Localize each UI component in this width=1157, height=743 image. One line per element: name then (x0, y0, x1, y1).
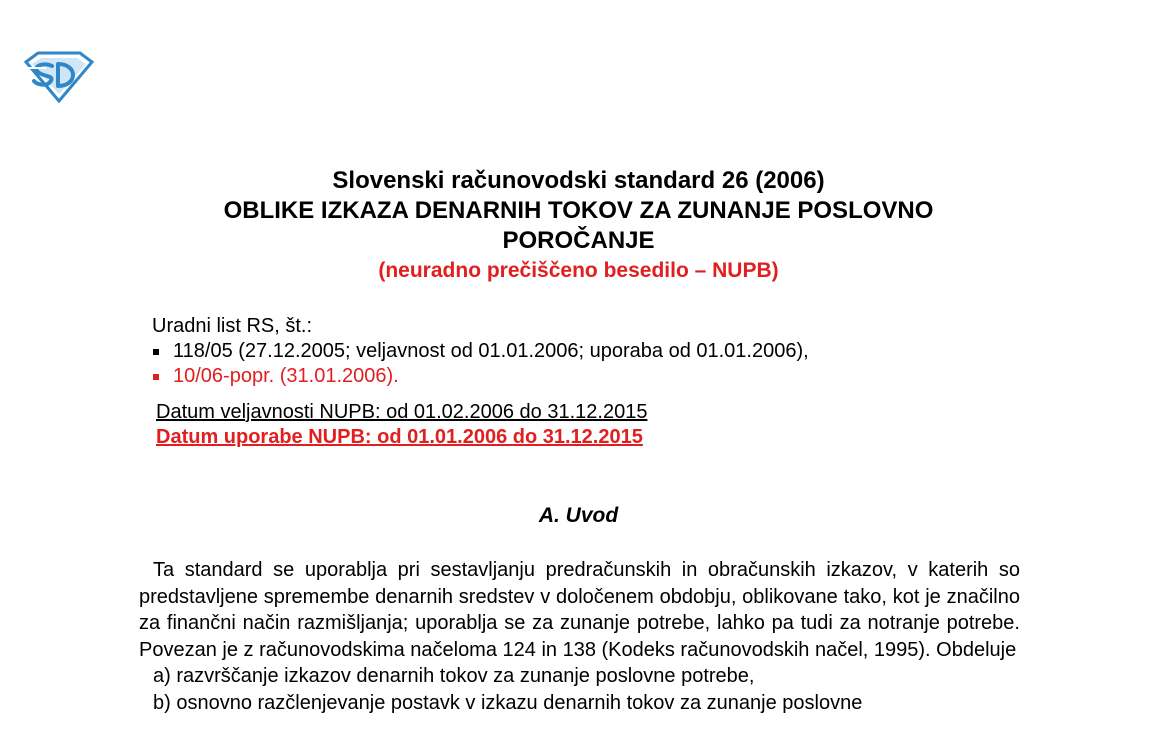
document-title: Slovenski računovodski standard 26 (2006) (332, 167, 825, 194)
intro-paragraph: Ta standard se uporablja pri sestavljanju predračunskih in obračunskih izkazov, v katerih so predstavljene spremembe denarnih sredstev v določenem obdobju, oblikovane tako, kot je značilno za finančni način razmišljanja; uporablja se za zunanje potrebe, lahko pa tudi za notranje potrebe. Povezan je z računovodskima načeloma 124 in 138 (Kodeks računovodskih načel, 1995). Obdeluje (139, 559, 1020, 661)
gazette-intro: Uradni list RS, št.: (152, 315, 313, 337)
document-subtitle-line-1: OBLIKE IZKAZA DENARNIH TOKOV ZA ZUNANJE POSLOVNO (223, 197, 934, 224)
official-gazette-info (152, 314, 809, 389)
gazette-list (152, 339, 809, 389)
square-bullet-icon (153, 349, 159, 355)
section-body (139, 557, 1020, 716)
title-block (0, 166, 1157, 286)
gazette-item-correction (152, 364, 809, 389)
sd-diamond-logo-icon (22, 50, 96, 104)
gazette-item (152, 339, 809, 364)
list-item: b) osnovno razčlenjevanje postavk v izkazu denarnih tokov za zunanje poslovne (153, 691, 863, 714)
section-heading: A. Uvod (538, 504, 619, 527)
list-item: a) razvrščanje izkazov denarnih tokov za zunanje poslovne potrebe, (153, 665, 755, 687)
gazette-item-text: 10/06-popr. (31.01.2006). (173, 365, 399, 387)
unofficial-text-note: (neuradno prečiščeno besedilo – NUPB) (378, 259, 779, 282)
square-bullet-icon (153, 374, 159, 380)
document-subtitle-line-2: POROČANJE (502, 227, 655, 254)
usage-date: Datum uporabe NUPB: od 01.01.2006 do 31.12.2015 (156, 426, 643, 448)
nupb-dates (156, 400, 647, 450)
validity-date: Datum veljavnosti NUPB: od 01.02.2006 do 31.12.2015 (156, 401, 648, 423)
gazette-item-text: 118/05 (27.12.2005; veljavnost od 01.01.2006; uporaba od 01.01.2006), (173, 340, 809, 362)
